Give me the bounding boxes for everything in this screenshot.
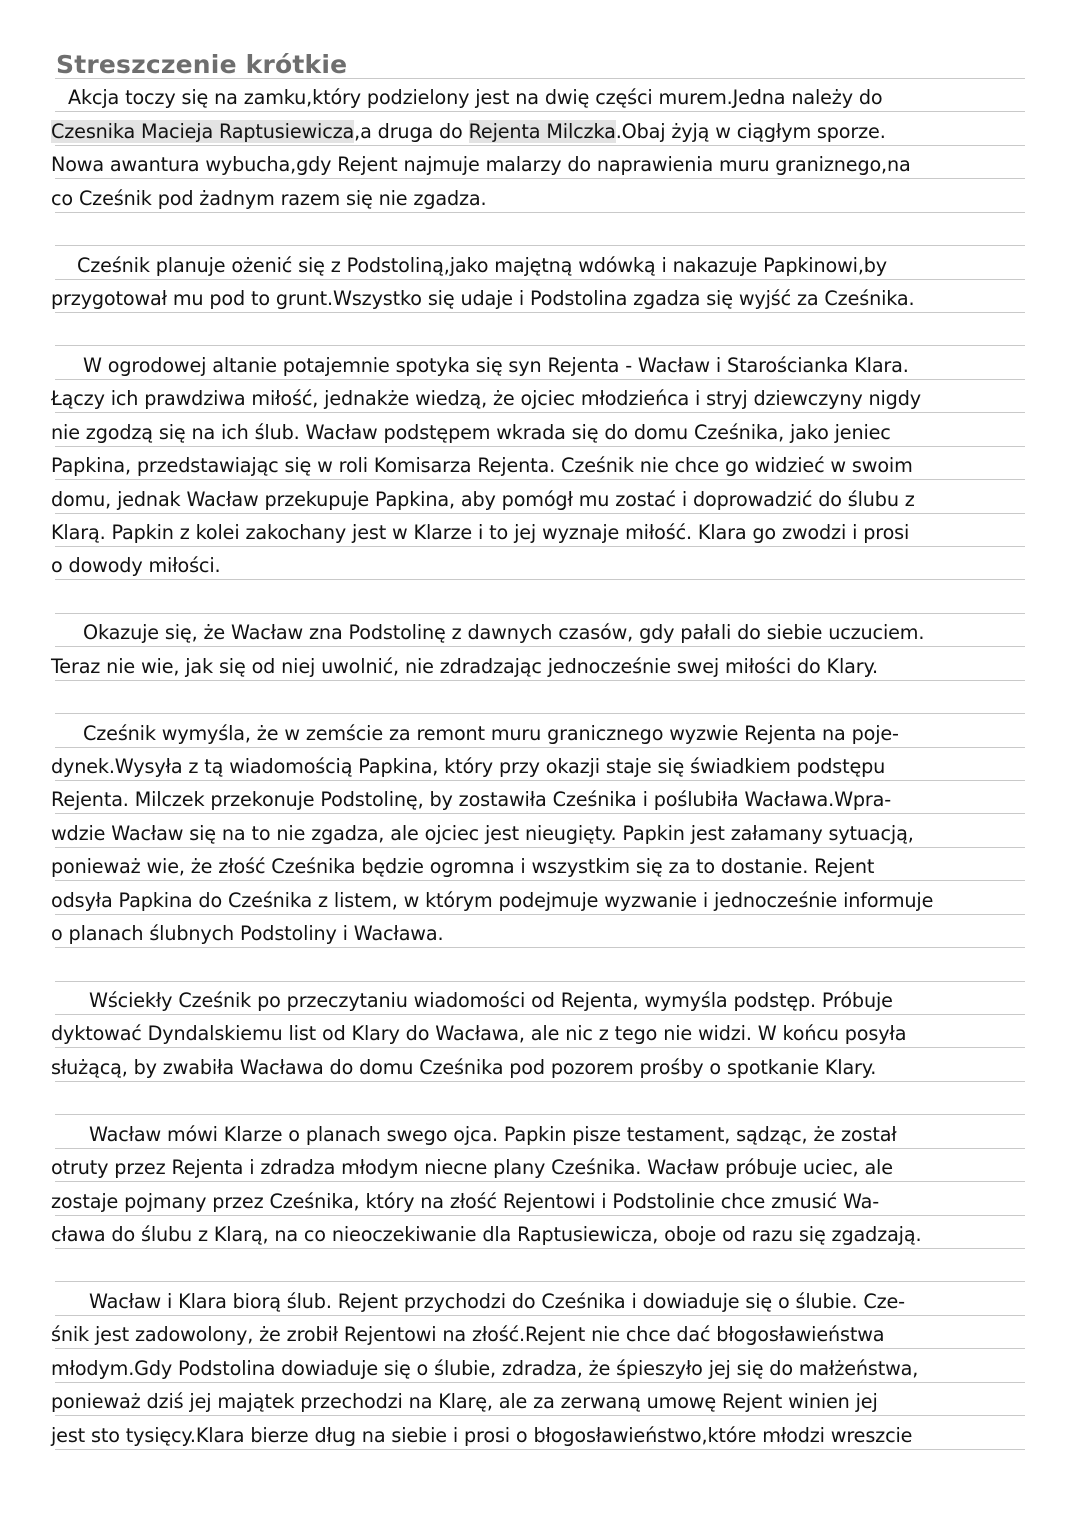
text-line: o planach ślubnych Podstoliny i Wacława. [51,922,444,946]
text-line: Nowa awantura wybucha,gdy Rejent najmuje malarzy do naprawienia muru graniznego,na [51,153,911,177]
text-line: Papkina, przedstawiając się w roli Komisarza Rejenta. Cześnik nie chce go widzieć w swoim [51,454,913,478]
text-line: Wacław i Klara biorą ślub. Rejent przychodzi do Cześnika i dowiaduje się o ślubie. Cze- [89,1289,905,1313]
highlighted-text: Rejenta Milczka [468,119,616,143]
text-line: odsyła Papkina do Cześnika z listem, w którym podejmuje wyzwanie i jednocześnie informuje [51,888,934,912]
text-line: W ogrodowej altanie potajemnie spotyka się syn Rejenta - Wacław i Starościanka Klara. [83,353,909,377]
highlighted-text: Czesnika Macieja Raptusiewicza [51,119,355,143]
text-line: Akcja toczy się na zamku,który podzielony jest na dwię części murem.Jedna należy do [68,86,883,110]
text-line: nie zgodzą się na ich ślub. Wacław podstępem wkrada się do domu Cześnika, jako jeniec [51,420,891,444]
text-line: zostaje pojmany przez Cześnika, który na złość Rejentowi i Podstolinie chce zmusić Wa- [51,1189,879,1213]
text-line: Cześnik planuje ożenić się z Podstoliną,jako majętną wdówką i nakazuje Papkinowi,by [77,253,887,277]
text-line: dyktować Dyndalskiemu list od Klary do Wacława, ale nic z tego nie widzi. W końcu posyła [51,1022,907,1046]
text-line: ponieważ wie, że złość Cześnika będzie ogromna i wszystkim się za to dostanie. Rejent [51,855,875,879]
ruled-line [55,713,1025,714]
text-fragment: ,a druga do [354,119,469,143]
text-line: co Cześnik pod żadnym razem się nie zgadza. [51,186,487,210]
text-line-highlighted [51,117,886,147]
text-line: śnik jest zadowolony, że zrobił Rejentowi na złość.Rejent nie chce dać błogosławieństwa [51,1323,885,1347]
text-line: wdzie Wacław się na to nie zgadza, ale ojciec jest nieugięty. Papkin jest załamany sytuacją, [51,821,914,845]
text-line: o dowody miłości. [51,554,221,578]
text-line: domu, jednak Wacław przekupuje Papkina, aby pomógł mu zostać i doprowadzić do ślubu z [51,487,915,511]
text-line: przygotował mu pod to grunt.Wszystko się udaje i Podstolina zgadza się wyjść za Cześnika. [51,287,915,310]
ruled-line [55,345,1025,346]
text-line: służącą, by zwabiła Wacława do domu Cześnika pod pozorem prośby o spotkanie Klary. [51,1055,877,1079]
ruled-line [55,613,1025,614]
ruled-line [55,245,1025,246]
ruled-line [55,981,1025,982]
text-line: jest sto tysięcy.Klara bierze dług na siebie i prosi o błogosławieństwo,które młodzi wreszcie [51,1423,913,1447]
page-title: Streszczenie krótkie [56,50,348,79]
text-fragment: .Obaj żyją w ciągłym sporze. [615,119,886,143]
text-line: Wacław mówi Klarze o planach swego ojca. Papkin pisze testament, sądząc, że został [89,1122,897,1146]
ruled-line [55,1281,1025,1282]
text-line: Cześnik wymyśla, że w zemście za remont muru granicznego wyzwie Rejenta na poje- [83,721,899,745]
text-line: Okazuje się, że Wacław zna Podstolinę z dawnych czasów, gdy pałali do siebie uczuciem. [83,621,925,645]
text-line: Wściekły Cześnik po przeczytaniu wiadomości od Rejenta, wymyśla podstęp. Próbuje [89,989,893,1013]
text-line: młodym.Gdy Podstolina dowiaduje się o ślubie, zdradza, że śpieszyło jej się do małżeństwa, [51,1356,919,1380]
text-line: cława do ślubu z Klarą, na co nieoczekiwanie dla Raptusiewicza, oboje od razu się zgadzają. [51,1223,922,1247]
text-line: Klarą. Papkin z kolei zakochany jest w Klarze i to jej wyznaje miłość. Klara go zwodzi i prosi [51,521,910,545]
text-line: ponieważ dziś jej majątek przechodzi na Klarę, ale za zerwaną umowę Rejent winien jej [51,1390,878,1414]
text-line: Teraz nie wie, jak się od niej uwolnić, nie zdradzając jednocześnie swej miłości do Klary. [51,654,878,678]
text-line: Rejenta. Milczek przekonuje Podstolinę, by zostawiła Cześnika i poślubiła Wacława.Wpra- [51,788,892,812]
text-line: otruty przez Rejenta i zdradza młodym niecne plany Cześnika. Wacław próbuje uciec, ale [51,1156,893,1180]
text-line: Łączy ich prawdziwa miłość, jednakże wiedzą, że ojciec młodzieńca i stryj dziewczyny nigdy [51,387,921,411]
text-line: dynek.Wysyła z tą wiadomością Papkina, który przy okazji staje się świadkiem podstępu [51,755,886,779]
ruled-line [55,1114,1025,1115]
